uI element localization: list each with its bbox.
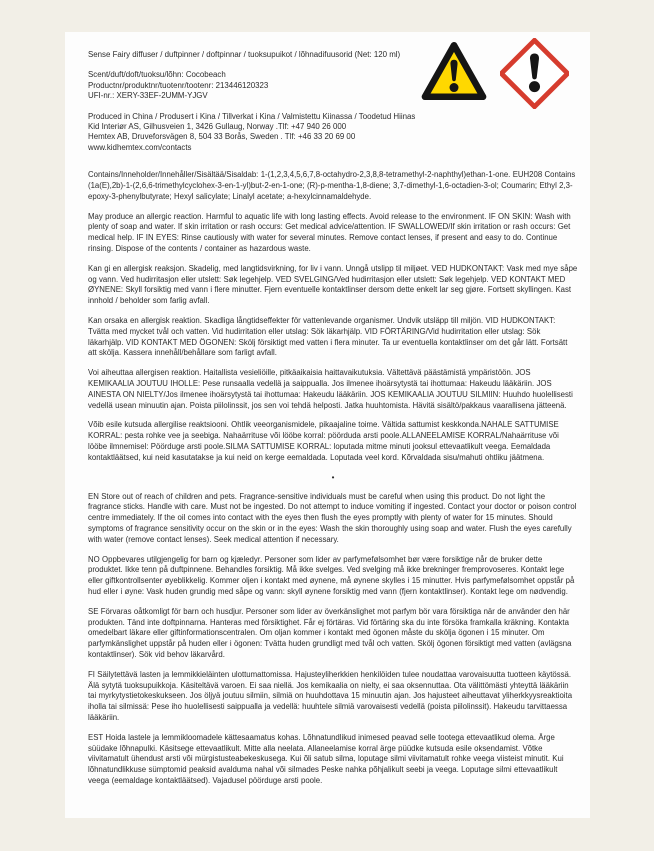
product-title-line: Sense Fairy diffuser / duftpinner / doftpinnar / tuoksupuikot / lõhnadifuusorid (Net: 120 ml)	[88, 50, 401, 59]
label-page	[65, 32, 590, 818]
separator-bullet: •	[331, 472, 335, 482]
hazard-statements-se: Kan orsaka en allergisk reaktion. Skadliga långtidseffekter för vattenlevande organismer. Undvik utsläpp till miljön. VID HUDKONTAKT: Tvätta med mycket tvål och vatten. Vid hudirritation eller utslag: Sök läkarhjälp. VID FÖRTÄRING/Vid hudirritation eller utslag: Sök läkarhjälp. VID KONTAKT MED ÖGONEN: Skölj försiktigt med vatten i flera minuter. Ta ur eventuella kontaktlinser om det går lätt. Fortsätt att skölja. Kassera innehåll/behållare som farligt avfall.	[88, 316, 568, 358]
address-line-2: Hemtex AB, Druveforsvägen 8, 504 33 Borås, Sweden . Tlf: +46 33 20 69 00	[88, 132, 356, 142]
label-body-text	[88, 170, 578, 786]
storage-instructions-no: NO Oppbevares utilgjengelig for barn og kjæledyr. Personer som lider av parfymefølsomhet bør være forsiktige når de bruker dette produktet. Ikke tenn på duftpinnene. Behandles forsiktig. Må ikke svelges. Ved svelging må ikke brekninger fremprovoseres. Kontakt lege eller giftkontrollsenter øyeblikkelig. Kommer oljen i kontakt med øynene, må øynene skylles i 15 minutter. Hvis parfymefølsomhet oppstår på hud eller i øyne: Vask huden grundig med såpe og vann: skyll øynene forsiktig med vann (fjern kontaktlinser). Kontakt lege om nødvendig.	[88, 554, 575, 596]
storage-instructions-se: SE Förvaras oåtkomligt för barn och husdjur. Personer som lider av överkänslighet mot parfym bör vara försiktiga när de använder den här produkten. Tänd inte doftpinnarna. Hanteras med försiktighet. Får ej förtäras. Vid förtäring ska du inte försöka framkalla kräkning. Kontakta omedelbart läkare eller giftinformationscentralen. Om oljan kommer i kontakt med ögonen måste du skölja ögonen i 15 minuter. Om parfymkänslighet uppstår på huden eller i ögonen: Tvätta huden grundligt med tvål och vatten. Skölj ögonen försiktigt med vatten (avlägsna kontaktlinser). Sök vid behov läkarvård.	[88, 606, 572, 659]
website-line: www.kidhemtex.com/contacts	[88, 142, 192, 152]
warning-triangle-icon	[421, 38, 487, 108]
hazard-statements-fi: Voi aiheuttaa allergisen reaktion. Haitallista vesieliöille, pitkäaikaisia haittavaikutuksia. Vältettävä päästämistä ympäristöön. JOS KEMIKAALIA JOUTUU IHOLLE: Pese runsaalla vedellä ja saippualla. Jos ilmenee ihoärsytystä tai ihottumaa: Hakeudu lääkäriin. JOS AINESTA ON NIELTY/Jos ilmenee ihoärsytystä tai ihottumaa: Hakeudu lääkäriin. JOS KEMIKAALIA JOUTUU SILMIIN: Huuhdo huolellisesti vedellä usean minuutin ajan. Poista piilolinssit, jos sen voi tehdä helposti. Jatka huuhtomista. Hävitä sisältö/pakkaus vaarallisena jätteenä.	[88, 368, 573, 410]
storage-instructions-est: EST Hoida lastele ja lemmikloomadele kättesaamatus kohas. Lõhnatundlikud inimesed peavad selle tootega ettevaatlikud olema. Ärge süüdake lõhnapulki. Käsitsege ettevaatlikult. Mitte alla neelata. Allaneelamise korral ärge püüdke kutsuda esile oksendamist. Võtke viivitamatult ühendust arsti või mürgistusteabekeskusega. Kui õli satub silma, loputage silmi viivitamatult rohke veega viisteist minutit. Kui lõhnatundlikkuse sümptomid peaksid avalduma nahal või silmades Peske nahka põhjalikult seebi ja veega. Loputage silmi ettevaatlikult veega (eemaldage kontaktläätsed). Vajadusel pöörduge arsti poole.	[88, 732, 564, 785]
scent-line: Scent/duft/doft/tuoksu/lõhn: Cocobeach	[88, 70, 226, 80]
hazard-statements-est: Võib esile kutsuda allergilise reaktsiooni. Ohtlik veeorganismidele, pikaajaline toime. Vältida sattumist keskkonda.NAHALE SATTUMISE KORRAL: pesta rohke vee ja seebiga. Nahaärrituse või lööbe korral: pöörduda arsti poole.ALLANEELAMISE KORRAL/Nahaärrituse või lööbe ilmnemisel: Pöörduge arsti poole.SILMA SATTUMISE KORRAL: loputada mitme minuti jooksul ettevaatlikult veega. Eemaldada kontaktläätsed, kui neid kasutatakse ja kui neid on kerge eemaldada. Loputada veel kord. Kõrvaldada sisu/mahuti ohtliku jäätmena.	[88, 420, 559, 462]
hazard-statements-en: May produce an allergic reaction. Harmful to aquatic life with long lasting effects. Avoid release to the environment. IF ON SKIN: Wash with plenty of soap and water. If skin irritation or rash occurs: Get medical advice/attention. IF SWALLOWED/If skin irritation or rash occurs: Get medical help. IF IN EYES: Rinse cautiously with water for several minutes. Remove contact lenses, if present and easy to do. Continue rinsing. Dispose of the contents / container as hazardous waste.	[88, 211, 571, 254]
producer-block	[88, 112, 576, 154]
hazard-statements-no: Kan gi en allergisk reaksjon. Skadelig, med langtidsvirkning, for liv i vann. Unngå utslipp til miljøet. VED HUDKONTAKT: Vask med mye såpe og vann. Ved hudirritasjon eller utslett: Søk legehjelp. VED SVELGING/Ved hudirritasjon eller utslett: Søk legehjelp. VED KONTAKT MED ØYNENE: Skyll forsiktig med vann i flere minutter. Fjern eventuelle kontaktlinser dersom dette enkelt lar seg gjøre. Fortsett skyllingen. Kast innhold / beholder som farlig avfall.	[88, 263, 578, 306]
hazard-pictograms	[421, 38, 569, 109]
contains-ingredients-paragraph: Contains/Inneholder/Innehåller/Sisältää/Sisaldab: 1-(1,2,3,4,5,6,7,8-octahydro-2,3,8,8-tetramethyl-2-naphthyl)ethan-1-one. EUH208 Contains (1a(E),2b)-1-(2,6,6-trimethylcyclohex-3-en-1-yl)but-2-en-1-one; (R)-p-mentha-1,8-diene; 3,7-dimethyl-1,6-octadien-3-ol; Coumarin; Ethyl 2,3-epoxy-3-phenylbutyrate; Hexyl salicylate; Linalyl acetate; a-hexylcinnamaldehyde.	[88, 170, 576, 201]
ufi-line: UFI-nr.: XERY-33EF-2UMM-YJGV	[88, 91, 208, 101]
storage-instructions-fi: FI Säilytettävä lasten ja lemmikkieläinten ulottumattomissa. Hajusteyliherkkien henkilöiden tulee noudattaa varovaisuutta tuotteen käytössä. Älä sytytä tuoksupuikkoja. Käsiteltävä varoen. Ei saa niellä. Jos kemikaalia on nielty, ei saa oksennuttaa. Ota välittömästi yhteyttä lääkäriin tai myrkytystietokeskukseen. Jos öljyä joutuu silmiin, silmiä on huuhdottava 15 minuutin ajan. Jos hajusteet aiheuttavat yliherkkyysreaktioita iholla tai silmissä: Pese iho huolellisesti saippualla ja vedellä: huuhtele silmiä varovaisesti vedellä (poista piilolinssit). Hakeudu tarvittaessa lääkäriin.	[88, 669, 573, 722]
produced-in-line: Produced in China / Produsert i Kina / Tillverkat i Kina / Valmistettu Kiinassa / Toodetud Hiinas	[88, 111, 416, 121]
ghs07-exclamation-icon	[500, 38, 569, 109]
address-line-1: Kid Interiør AS, Gilhusveien 1, 3426 Gullaug, Norway .Tlf: +47 940 26 000	[88, 122, 347, 132]
product-number-line: Productnr/produktnr/tuotenr/tootenr: 213446120323	[88, 80, 269, 90]
storage-instructions-en: EN Store out of reach of children and pets. Fragrance-sensitive individuals must be careful when using this product. Do not light the fragrance sticks. Handle with care. Must not be ingested. Do not attempt to induce vomiting if ingested. Contact your doctor or poison control centre immediately. If the oil comes into contact with the eyes then flush the eyes promptly with plenty of water for 15 minutes. Should symptoms of fragrance sensitivity occur on the skin or in the eyes: Wash the skin thoroughly using soap and water. Flush the eyes carefully with water (remove contact lenses). Seek medical attention if necessary.	[88, 491, 577, 544]
